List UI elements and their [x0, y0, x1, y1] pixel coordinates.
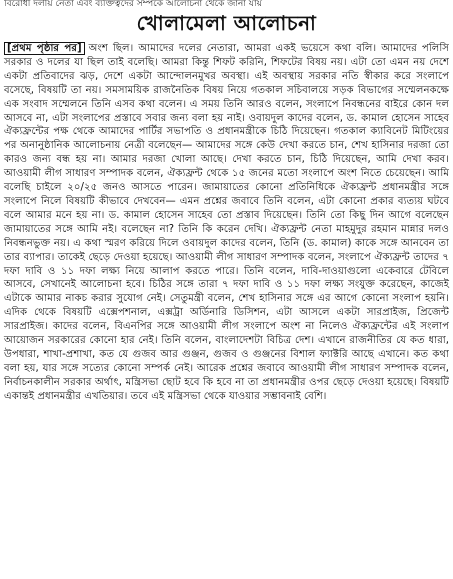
article-body-text: অংশ ছিল। আমাদের দলের নেতারা, আমরা একই ভয়েসে কথা বলি। আমাদের পলিসি সরকার ও দলের যা ছিল তাই বলেছি। আমরা কিন্তু শিফট করিনি, শিফটের বিষয় নয়। এটা তো এমন নয় দেশে একটা প্রতিবাদের ঝড়, দেশে একটা আন্দোলনমুখর অবস্থা। এই অবস্থায় সরকার নতি স্বীকার করে সংলাপে বসেছে, বিষয়টি তা নয়। সমসাময়িক রাজনৈতিক বিষয় নিয়ে গতকাল সচিবালয়ে সড়ক বিভাগের সম্মেলনকক্ষে এক সংবাদ সম্মেলনে তিনি এসব কথা বলেন। এ সময় তিনি আরও বলেন, সংলাপে নিবন্ধনের বাইরে কোন দল আসবে না, এটা সংলাপের প্রস্তাবে সবার জন্য বলা হয় নাই। ওবায়দুল কাদের বলেন, ড. কামাল হোসেন সাহেব ঐক্যফ্রন্টের পক্ষ থেকে আমাদের পার্টির সভাপতি ও প্রধানমন্ত্রীকে চিঠি দিয়েছেন। গতকাল ক্যাবিনেট মিটিংয়ের পর অনানুষ্ঠানিক আলোচনায় নেত্রী বলেছেন— আমাদের সঙ্গে কেউ দেখা করতে চান, শেখ হাসিনার দরজা তো কারও জন্য বন্ধ হয় না। আমার দরজা খোলা আছে। দেখা করতে চান, চিঠি দিয়েছেন, আমি দেখা করব। আওয়ামী লীগ সাধারণ সম্পাদক বলেন, ঐক্যফ্রন্ট থেকে ১৫ জনের মতো সংলাপে অংশ নিতে চেয়েছেন। আমি বলেছি চাইলে ২০/২৫ জনও আসতে পারেন। জামায়াতের কোনো প্রতিনিধিকে ঐক্যফ্রন্ট প্রধানমন্ত্রীর সঙ্গে সংলাপে নিলে বিষয়টি কীভাবে দেখবেন— এমন প্রশ্নের জবাবে তিনি বলেন, এটা কোনো প্রকার ব্যত্যয় ঘটবে বলে আমার মনে হয় না। ড. কামাল হোসেন সাহেব তো প্রস্তাব দিয়েছেন। তিনি তো কিছু দিন আগে বলেছেন জামায়াতের সঙ্গে আমি নই। বলেছেন না? তিনি কি করেন দেখি। ঐক্যফ্রন্ট নেতা মাহমুদুর রহমান মান্নার দলও নিবন্ধনভুক্ত নয়। এ কথা স্মরণ করিয়ে দিলে ওবায়দুল কাদের বলেন, তিনি (ড. কামাল) কাকে সঙ্গে আনবেন তা তার ব্যাপার। তাকেই ছেড়ে দেওয়া হয়েছে। আওয়ামী লীগ সাধারণ সম্পাদক বলেন, সংলাপে ঐক্যফ্রন্ট তাদের ৭ দফা দাবি ও ১১ দফা লক্ষ্য নিয়ে আলাপ করতে পারে। তিনি বলেন, দাবি-দাওয়াগুলো একেবারে টেবিলে আসবে, সেখানেই আলোচনা হবে। চিঠির সঙ্গে তারা ৭ দফা দাবি ও ১১ দফা লক্ষ্য সংযুক্ত করেছেন, কাজেই এটাকে আমার নাকচ করার সুযোগ নেই। সেতুমন্ত্রী বলেন, শেখ হাসিনার সঙ্গে এর আগে কোনো সংলাপ হয়নি। এদিক থেকে বিষয়টি এক্সেপশনাল, এক্সট্রা অর্ডিনারি ডিসিশন, এটা আসলে একটা সারপ্রাইজ, প্রিজেন্ট সারপ্রাইজ। কাদের বলেন, বিএনপির সঙ্গে আওয়ামী লীগ সংলাপে অংশ না নিলেও ঐক্যফ্রন্টের এই সংলাপ আয়োজন সরকারের কোনো হার নেই। তিনি বলেন, বাংলাদেশটা বিচিত্র দেশ। এখানে রাজনীতির যে কত ধারা, উপধারা, শাখা-প্রশাখা, কত যে গুজব আর গুঞ্জন, গুজব ও গুঞ্জনের বিশাল ফ্যাক্টরি আছে এখানে। কত কথা বলা হয়, যার সঙ্গে সত্যের কোনো সম্পর্ক নেই। আরেক প্রশ্নের জবাবে আওয়ামী লীগ সাধারণ সম্পাদক বলেন, নির্বাচনকালীন সরকার অর্থাৎ, মন্ত্রিসভা ছোট হবে কি হবে না তা প্রধানমন্ত্রীর ওপর ছেড়ে দেওয়া হয়েছে। বিষয়টি একান্তই প্রধানমন্ত্রীর এখতিয়ার। তবে এই মন্ত্রিসভা থেকে যাওয়ার সম্ভাবনাই বেশি। [4, 43, 449, 402]
article-body [4, 42, 449, 404]
continued-from-front-page-label: [প্রথম পৃষ্ঠার পর] [4, 42, 85, 55]
previous-article-fragment: বিরোধী দলীয় নেতা এবং ব্যক্তিত্বদের সম্পর্কে আলোচনা থেকে জানা যায় [4, 0, 262, 8]
article-headline: খোলামেলা আলোচনা [136, 11, 317, 35]
